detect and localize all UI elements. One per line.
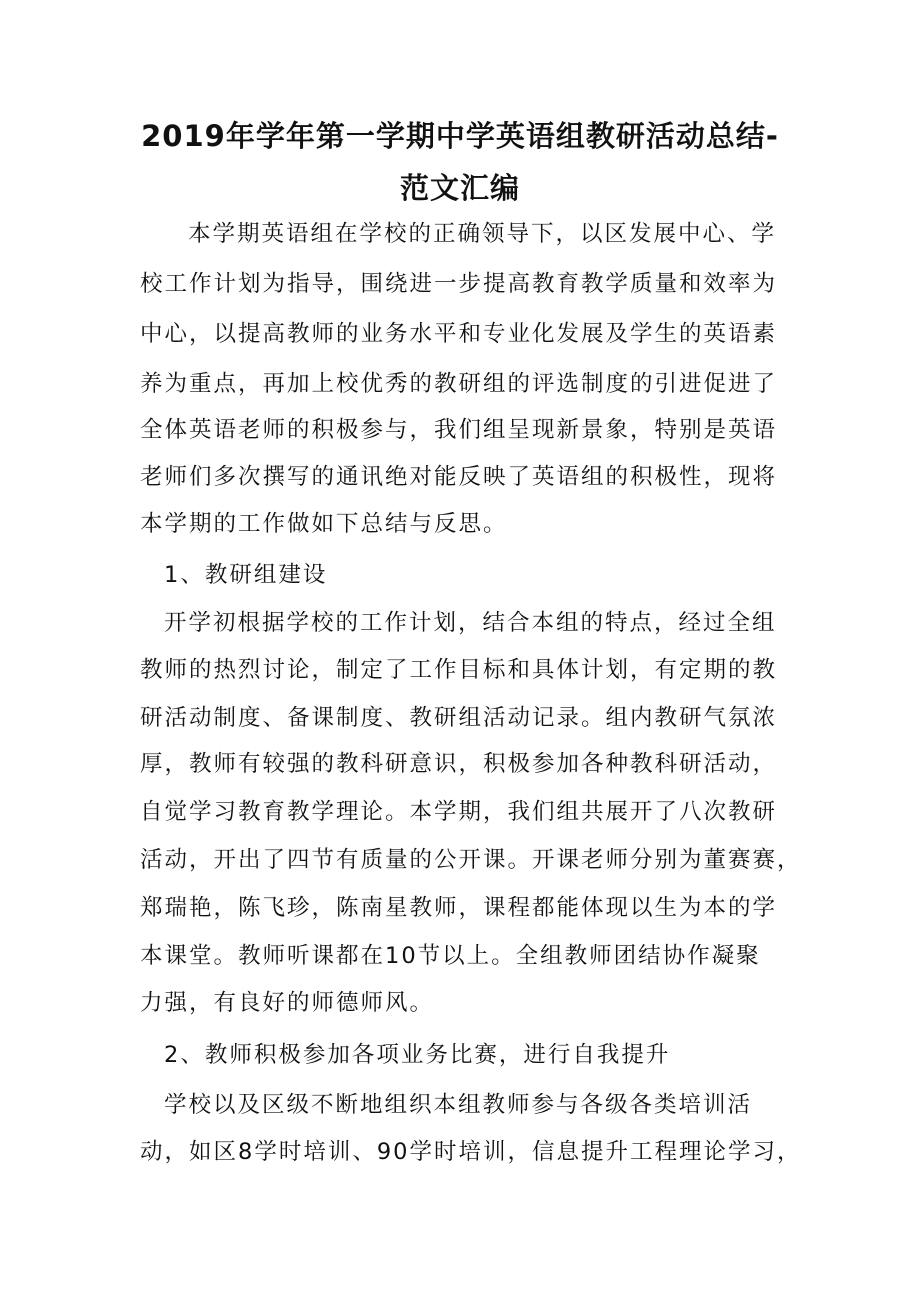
paragraph-line: 学校以及区级不断地组织本组教师参与各级各类培训活 [164,1092,753,1118]
paragraph-line: 教师的热烈讨论，制定了工作目标和具体计划，有定期的教 [140,657,778,683]
section-heading-2: 2、教师积极参加各项业务比赛，进行自我提升 [164,1042,671,1068]
paragraph-line: 本课堂。教师听课都在10节以上。全组教师团结协作凝聚 [140,943,761,969]
paragraph-line: 养为重点，再加上校优秀的教研组的评选制度的引进促进了 [140,371,778,397]
paragraph-line: 校工作计划为指导，围绕进一步提高教育教学质量和效率为 [140,271,778,297]
paragraph-line: 本学期的工作做如下总结与反思。 [140,511,508,537]
paragraph-line: 郑瑞艳，陈飞珍，陈南星教师，课程都能体现以生为本的学 [140,895,778,921]
paragraph-line: 力强，有良好的师德师风。 [140,990,435,1016]
section-heading-1: 1、教研组建设 [164,562,328,588]
paragraph-line: 自觉学习教育教学理论。本学期，我们组共展开了八次教研 [140,799,778,825]
paragraph-line: 中心，以提高教师的业务水平和专业化发展及学生的英语素 [140,321,778,347]
document-title [120,110,800,214]
paragraph-line: 开学初根据学校的工作计划，结合本组的特点，经过全组 [164,610,777,636]
paragraph-line: 厚，教师有较强的教科研意识，积极参加各种教科研活动， [140,751,778,777]
paragraph-line: 本学期英语组在学校的正确领导下，以区发展中心、学 [188,221,777,247]
title-line-1: 2019年学年第一学期中学英语组教研活动总结- [141,119,779,153]
paragraph-line: 动，如区8学时培训、90学时培训，信息提升工程理论学习， [140,1139,802,1165]
paragraph-line: 老师们多次撰写的通讯绝对能反映了英语组的积极性，现将 [140,464,778,490]
paragraph-line: 全体英语老师的积极参与，我们组呈现新景象，特别是英语 [140,417,778,443]
paragraph-line: 活动，开出了四节有质量的公开课。开课老师分别为董赛赛， [140,847,802,873]
title-line-2: 范文汇编 [399,171,520,205]
paragraph-line: 研活动制度、备课制度、教研组活动记录。组内教研气氛浓 [140,705,778,731]
